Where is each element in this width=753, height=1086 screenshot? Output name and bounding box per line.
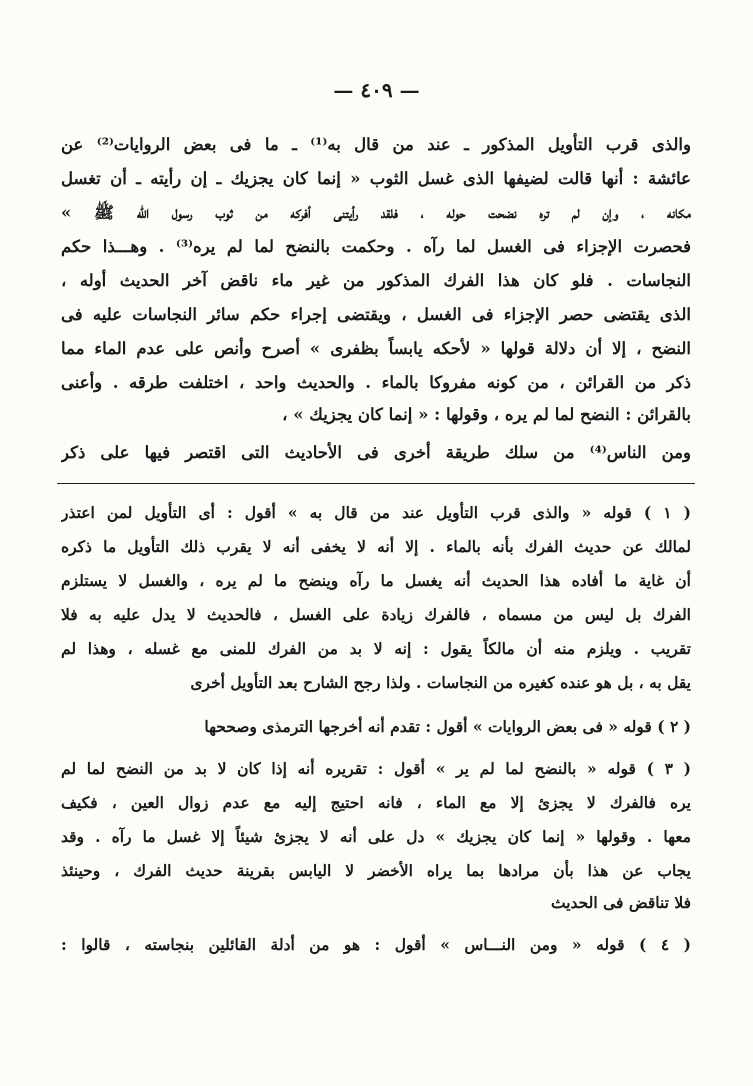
footnote-line-4: الفرك بل ليس من مسماه ، فالفرك زيادة على الغسل ، فالحديث لا يدل عليه به فلا [61,605,691,624]
footnote-line-7: ( ٢ ) قوله « فى بعض الروايات » أقول : تقدم أنه أخرجها الترمذى وصححها [204,717,691,736]
footnote-line-1: ( ١ ) قوله « والذى قرب التأويل عند من قال به » أقول : أى التأويل لمن اعتذر [61,503,691,522]
page-number: — ٤٠٩ — [333,78,420,102]
main-line-10: ومن الناس⁽⁴⁾ من سلك طريقة أخرى فى الأحاديث التى اقتصر فيها على ذكر [61,443,691,462]
main-line-8: ذكر من القرائن ، من كونه مفروكا بالماء . والحديث واحد ، اختلفت طرقه . وأعنى [61,373,691,392]
main-line-1: والذى قرب التأويل المذكور ـ عند من قال به⁽¹⁾ ـ ما فى بعض الروايات⁽²⁾ عن [61,135,691,154]
footnote-line-13: ( ٤ ) قوله « ومن النـــاس » أقول : هو من أدلة القائلين بنجاسته ، قالوا : [61,935,691,954]
main-line-5: النجاسات . فلو كان هذا الفرك المذكور من غير ماء ناقض آخر الحديث أوله ، [61,271,691,290]
footnote-line-12: فلا تناقض فى الحديث [551,893,691,912]
footnote-line-10: معها . وقولها « إنما كان يجزيك » دل على أنه لا يجزئ شيئاً إلا غسل ما رآه . وقد [61,827,691,846]
footnote-line-3: أن غاية ما أفاده هذا الحديث أنه يغسل ما رآه وينضح ما لم يره ، والغسل لا يستلزم [61,571,691,590]
footnote-line-9: يره فالفرك لا يجزئ إلا مع الماء ، فانه احتيج إليه مع عدم زوال العين ، فكيف [61,793,691,812]
footnote-line-11: يجاب عن هذا بأن مرادها بما يراه الأخضر لا اليابس بقرينة حديث الفرك ، وحينئذ [61,861,691,880]
main-line-2: عائشة : أنها قالت لضيفها الذى غسل الثوب « إنما كان يجزيك ـ إن رأيته ـ أن تغسل [61,169,691,188]
footnote-line-2: لمالك عن حديث الفرك بأنه بالماء . إلا أنه لا يخفى أنه لا يقرب ذلك التأويل ما ذكره [61,537,691,556]
main-line-6: الذى يقتضى حصر الإجزاء فى الغسل ، ويقتضى إجراء حكم سائر النجاسات عليه فى [61,305,691,324]
footnote-divider [57,483,695,484]
footnote-line-8: ( ٣ ) قوله « بالنضح لما لم ير » أقول : تقريره أنه إذا كان لا بد من النضح لما لم [61,759,691,778]
main-line-7: النضح ، إلا أن دلالة قولها « لأحكه يابساً بظفرى » أصرح وأنص على عدم الماء مما [61,339,691,358]
main-line-4: فحصرت الإجزاء فى الغسل لما رآه . وحكمت بالنضح لما لم يره⁽³⁾ . وهـــذا حكم [61,237,691,256]
footnote-line-6: يقل به ، بل هو عنده كغيره من النجاسات . ولذا رجح الشارح بعد التأويل أخرى [190,673,691,692]
main-line-9: بالقرائن : النضح لما لم يره ، وقولها : « إنما كان يجزيك » ، [282,405,691,424]
main-line-3: مكانه ، وإن لم تره نضحت حوله ، فلقد رأيتنى أفركه من ثوب رسول الله ﷺ » [61,203,691,222]
footnote-line-5: تقريب . ويلزم منه أن مالكاً يقول : إنه لا بد من الفرك للمنى مع غسله ، وهذا لم [61,639,691,658]
